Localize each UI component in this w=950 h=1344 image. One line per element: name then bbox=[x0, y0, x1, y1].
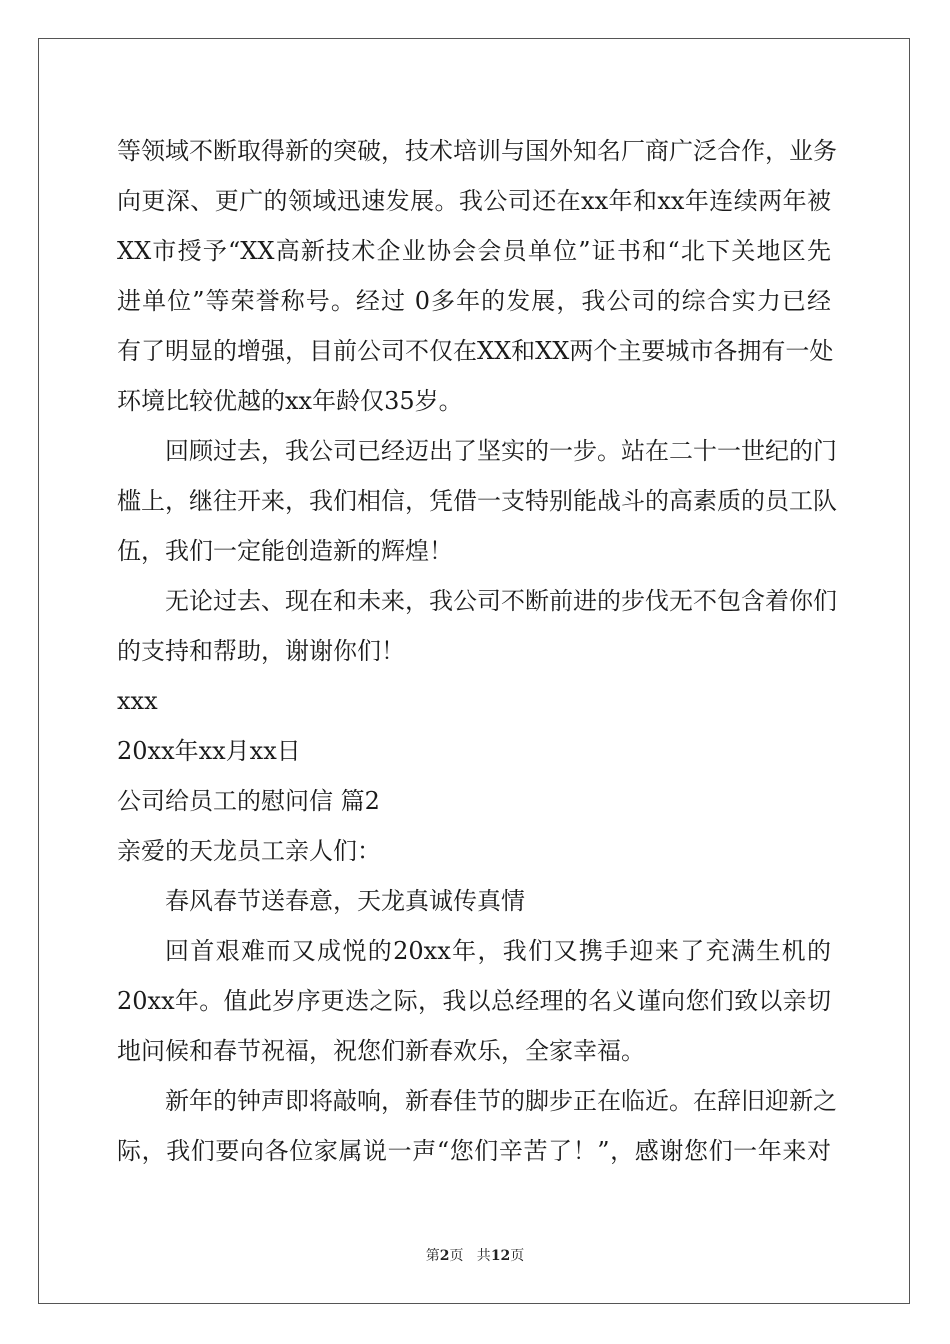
body-text-line: 际，我们要向各位家属说一声“您们辛苦了！”，感谢您们一年来对 bbox=[117, 1137, 831, 1165]
body-text-line: 向更深、更广的领域迅速发展。我公司还在xx年和xx年连续两年被 bbox=[117, 187, 831, 215]
paragraph-first-line: 回首艰难而又成悦的20xx年，我们又携手迎来了充满生机的 bbox=[165, 937, 831, 965]
paragraph-first-line: 无论过去、现在和未来，我公司不断前进的步伐无不包含着你们 bbox=[165, 587, 837, 615]
body-text-line: 等领域不断取得新的突破，技术培训与国外知名厂商广泛合作，业务 bbox=[117, 137, 837, 165]
paragraph-first-line: 回顾过去，我公司已经迈出了坚实的一步。站在二十一世纪的门 bbox=[165, 437, 837, 465]
signature-date: 20xx年xx月xx日 bbox=[117, 737, 301, 765]
footer-prefix: 第 bbox=[425, 1248, 440, 1264]
page-footer bbox=[0, 1246, 950, 1266]
footer-suffix: 页 bbox=[510, 1248, 525, 1264]
body-text-line: 地问候和春节祝福，祝您们新春欢乐，全家幸福。 bbox=[117, 1037, 645, 1065]
signature-name: xxx bbox=[117, 687, 158, 715]
letter-subtitle: 春风春节送春意，天龙真诚传真情 bbox=[165, 887, 525, 915]
body-text-line: 伍，我们一定能创造新的辉煌！ bbox=[117, 537, 453, 565]
body-text-line: 环境比较优越的xx年龄仅35岁。 bbox=[117, 387, 463, 415]
body-text-line: XX市授予“XX高新技术企业协会会员单位”证书和“北下关地区先 bbox=[117, 237, 831, 265]
body-text-line: 20xx年。值此岁序更迭之际，我以总经理的名义谨向您们致以亲切 bbox=[117, 987, 831, 1015]
section-title: 公司给员工的慰问信 篇2 bbox=[117, 787, 380, 815]
paragraph-first-line: 新年的钟声即将敲响，新春佳节的脚步正在临近。在辞旧迎新之 bbox=[165, 1087, 837, 1115]
footer-page-number: 2 bbox=[439, 1248, 450, 1264]
body-text-line: 有了明显的增强，目前公司不仅在XX和XX两个主要城市各拥有一处 bbox=[117, 337, 834, 365]
footer-total-pages: 12 bbox=[490, 1248, 511, 1264]
body-text-line: 进单位”等荣誉称号。经过 0多年的发展，我公司的综合实力已经 bbox=[117, 287, 831, 315]
body-text-line: 的支持和帮助，谢谢你们！ bbox=[117, 637, 405, 665]
footer-mid: 页 共 bbox=[449, 1248, 491, 1264]
body-text-line: 槛上，继往开来，我们相信，凭借一支特别能战斗的高素质的员工队 bbox=[117, 487, 837, 515]
salutation: 亲爱的天龙员工亲人们： bbox=[117, 837, 381, 865]
